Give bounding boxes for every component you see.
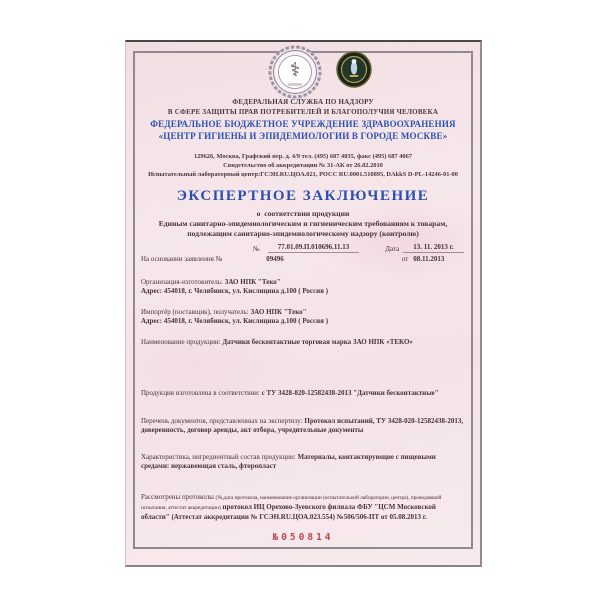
documents-label: Перечень документов, представленных на экспертизу: — [141, 417, 303, 425]
svg-text:⚕: ⚕ — [289, 59, 301, 81]
importer-value: ЗАО НПК "Теко" — [250, 308, 307, 316]
characteristics-block — [141, 453, 465, 471]
reg-basis-value: 09496 — [266, 255, 284, 263]
manufacturer-block — [141, 278, 465, 296]
importer-address-label: Адрес: — [141, 317, 163, 325]
reg-basis-label: На основании заявления № — [141, 255, 223, 263]
reg-number-label: № — [253, 245, 260, 253]
reg-date-value: 13. 11. 2013 г. — [403, 243, 464, 253]
protocols-value: протокол ИЦ Орехово-Зуевского филиала ФБУ "ЦСМ Московской области" (Аттестат аккредитации № ГСЭН.RU.ЦОА.023.554) №506/506-ПТ от 05.08.2013 г. — [141, 503, 436, 521]
stamp-number: №050814 — [272, 532, 334, 543]
org-accreditation: Свидетельство об аккредитации № 31-АК от 26.02.2010 — [223, 162, 383, 169]
title-sub1: о соответствии продукции — [256, 209, 350, 218]
org-name-line1: ФЕДЕРАЛЬНОЕ БЮДЖЕТНОЕ УЧРЕЖДЕНИЕ ЗДРАВООХРАНЕНИЯ — [150, 119, 456, 129]
conformity-block — [141, 389, 465, 398]
protocols-note: (№,дата протокола, наименование организации (испытательной лаборатории, центра), проводившей испытания, аттестат аккредитации) — [141, 495, 442, 511]
documents-block — [141, 417, 465, 435]
title-sub3: подлежащим санитарно-эпидемиологическому надзору (контролю) — [187, 229, 419, 238]
protocols-block — [141, 493, 465, 522]
org-name-line2: «ЦЕНТР ГИГИЕНЫ И ЭПИДЕМИОЛОГИИ В ГОРОДЕ МОСКВЕ» — [158, 131, 448, 141]
manufacturer-address-label: Адрес: — [141, 287, 163, 295]
product-value: Датчики бесконтактные торговая марка ЗАО НПК «ТЕКО» — [222, 338, 413, 346]
registration-row-basis — [141, 255, 465, 263]
seal-svg — [268, 45, 322, 99]
reg-from-value: 08.11.2013 — [413, 255, 445, 263]
title-sub2: Единым санитарно-эпидемиологическим и гигиеническим требованиям к товарам, — [158, 219, 448, 228]
registration-row-number — [141, 243, 465, 253]
characteristics-label: Характеристика, ингредиентный состав продукции: — [141, 453, 296, 461]
federal-service-line1: ФЕДЕРАЛЬНАЯ СЛУЖБА ПО НАДЗОРУ — [232, 98, 374, 106]
characteristics-value: Материалы, контактирующие с пищевыми средами: нержавеющая сталь, фторопласт — [141, 453, 436, 470]
product-label: Наименование продукции: — [141, 338, 221, 346]
reg-number-value: 77.01.09.П.010696.11.13 — [268, 243, 360, 253]
importer-block — [141, 308, 465, 326]
conformity-value: с ТУ 3428-020-12582438-2013 "Датчики бесконтактные" — [261, 389, 439, 397]
conformity-label: Продукция изготовлена в соответствии: — [141, 389, 260, 397]
product-name-block — [141, 338, 465, 347]
org-address: 129626, Москва, Графский пер. д. 4/9 тел. (495) 687 4035, факс (495) 687 4067 — [194, 153, 412, 160]
importer-address-value: 454018, г. Челябинск, ул. Кислицина д.100 ( Россия ) — [163, 317, 329, 325]
rospotrebnadzor-seal-icon — [268, 45, 322, 99]
manufacturer-value: ЗАО НПК "Теко" — [224, 278, 281, 286]
reg-from-label: от — [401, 255, 409, 263]
reg-date-label: Дата — [385, 245, 400, 253]
certificate-document — [125, 40, 482, 567]
manufacturer-label: Организация-изготовитель: — [141, 278, 223, 286]
lab-center-line: Испытательный лабораторный центр:ГСЭН.RU.ЦОА.021, РОСС RU.0001.510895, DAkkS D-PL-14246-01-00 — [148, 171, 458, 178]
document-title: ЭКСПЕРТНОЕ ЗАКЛЮЧЕНИЕ — [176, 188, 430, 204]
documents-value: Протокол испытаний, ТУ 3428-020-12582438-2013, доверенность, договор аренды, акт отбора, учредительные документы — [141, 417, 464, 434]
emblem-svg — [335, 51, 373, 88]
federal-service-line2: В СФЕРЕ ЗАЩИТЫ ПРАВ ПОТРЕБИТЕЛЕЙ И БЛАГОПОЛУЧИЯ ЧЕЛОВЕКА — [167, 108, 439, 116]
protocols-label: Рассмотрены протоколы — [141, 493, 214, 501]
health-ministry-emblem-icon — [335, 51, 373, 88]
importer-label: Импортёр (поставщик), получатель: — [141, 308, 249, 316]
manufacturer-address-value: 454018, г. Челябинск, ул. Кислицина д.100 ( Россия ) — [163, 287, 329, 295]
